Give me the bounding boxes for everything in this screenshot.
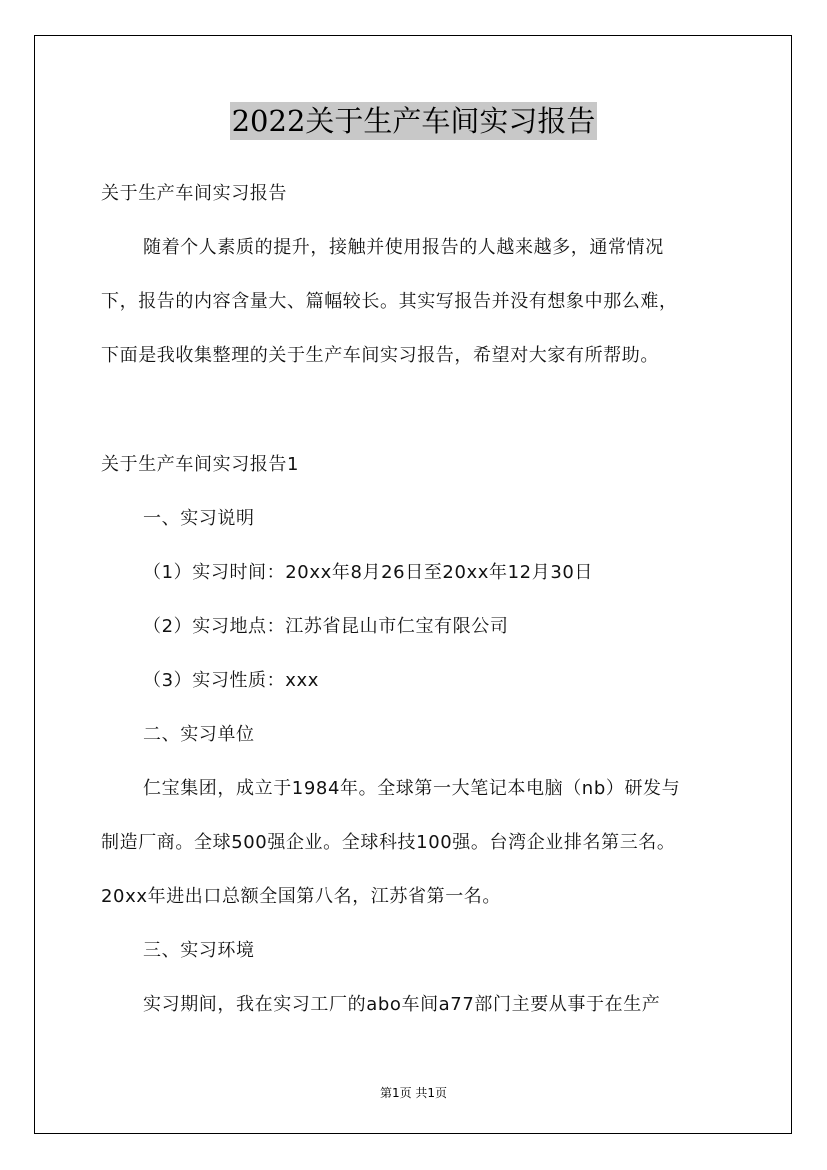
part3-heading: 三、实习环境 (143, 940, 255, 961)
part2-line-2: 制造厂商。全球500强企业。全球科技100强。台湾企业排名第三名。 (101, 832, 676, 853)
intro-line-2: 下，报告的内容含量大、篇幅较长。其实写报告并没有想象中那么难， (101, 291, 678, 312)
part3-line-1: 实习期间，我在实习工厂的abo车间a77部门主要从事于在生产 (143, 994, 661, 1015)
part2-heading: 二、实习单位 (143, 724, 255, 745)
part1-heading: 一、实习说明 (143, 508, 255, 529)
title-container (0, 102, 827, 140)
section1-heading: 关于生产车间实习报告1 (101, 454, 300, 475)
document-subtitle: 关于生产车间实习报告 (101, 183, 287, 204)
part1-item-nature: （3）实习性质：xxx (143, 670, 320, 691)
part1-item-location: （2）实习地点：江苏省昆山市仁宝有限公司 (143, 616, 509, 637)
part1-item-time: （1）实习时间：20xx年8月26日至20xx年12月30日 (143, 562, 594, 583)
part2-line-3: 20xx年进出口总额全国第八名，江苏省第一名。 (101, 886, 502, 907)
page-footer: 第1页 共1页 (379, 1086, 448, 1100)
intro-line-3: 下面是我收集整理的关于生产车间实习报告，希望对大家有所帮助。 (101, 345, 659, 366)
intro-line-1: 随着个人素质的提升，接触并使用报告的人越来越多，通常情况 (143, 237, 664, 258)
document-title: 2022关于生产车间实习报告 (231, 104, 596, 138)
part2-line-1: 仁宝集团，成立于1984年。全球第一大笔记本电脑（nb）研发与 (143, 778, 681, 799)
